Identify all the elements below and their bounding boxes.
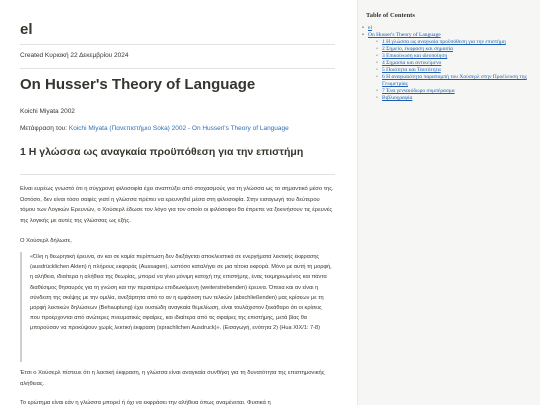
toc-subitem [382, 67, 540, 74]
toc-subitem [382, 46, 540, 53]
toc-link-section-5[interactable]: 5 Ποιότητα και Ταυτότητα [382, 67, 441, 73]
toc-link-section-4[interactable]: 4 Σημασία και αντικείμενο [382, 60, 442, 66]
toc-link-document[interactable]: On Husser's Theory of Language [368, 32, 441, 38]
main-content [20, 0, 335, 405]
paragraph: Ο Χούσερλ δήλωσε, [20, 238, 72, 244]
toc-subitem [382, 60, 540, 67]
paragraph: Έτσι ο Χούσερλ πίστευε ότι η λεκτική έκφραση, η γλώσσα είναι αναγκαία συνθήκη για τη δυνατότητα της επιστημονικής αλήθειας. [20, 370, 325, 387]
toc-list [368, 25, 540, 102]
page-title: el [20, 21, 33, 38]
title-divider [20, 44, 335, 45]
created-divider [20, 68, 335, 69]
toc-subitem [382, 53, 540, 60]
translation-link[interactable]: Koichi Miyata (Πανεπιστήμιο Soka) 2002 - On Husserl's Theory of Language [68, 125, 289, 132]
section-divider [20, 174, 335, 175]
toc-link-section-2[interactable]: 2 Σημείο, έκφραση και σημασία [382, 46, 453, 52]
toc-subitem [382, 95, 540, 102]
author-line: Koichi Miyata 2002 [20, 108, 75, 115]
toc-link-bibliography[interactable]: Βιβλιογραφία [382, 95, 413, 101]
toc-link-section-1[interactable]: 1 Η γλώσσα ως αναγκαία προϋπόθεση για την επιστήμη [382, 39, 506, 45]
toc-sidebar [357, 0, 540, 405]
toc-subitem [382, 39, 540, 46]
translation-prefix: Μετάφραση του: [20, 125, 69, 132]
toc-item [368, 25, 540, 32]
toc-link-section-7[interactable]: 7 Ένα γενναιόδωρο συμπέρασμα [382, 88, 455, 94]
toc-subitem [382, 88, 540, 95]
toc-subitem [382, 74, 540, 88]
translation-line [20, 125, 289, 132]
created-date: Created Κυριακή 22 Δεκεμβρίου 2024 [20, 52, 129, 59]
section-heading: 1 Η γλώσσα ως αναγκαία προϋπόθεση για την επιστήμη [20, 146, 304, 158]
toc-link-section-6[interactable]: 6 Η αναγκαιότητα παραπομπή του Χούσερλ στην Προέλευση της Γεωμετρίας [382, 74, 527, 87]
toc-link-page[interactable]: el [368, 25, 372, 31]
document-title: On Husser's Theory of Language [20, 76, 256, 93]
toc-title: Table of Contents [366, 12, 415, 19]
paragraph: Το ερώτημα είναι εάν η γλώσσα μπορεί ή όχι να εκφράσει την αλήθεια όπως αναμένεται. Φυσικά η [20, 400, 271, 405]
toc-item [368, 32, 540, 102]
paragraph: Είναι ευρέως γνωστό ότι η σύγχρονη φιλοσοφία έχει αναπτύξει από στοχασμούς για τη γλώσσα ως το σημαντικό μέσο της. Ωστόσο, δεν είναι τόσο σαφές γιατί η γλώσσα πρέπει να ερευνηθεί μέσα στη φιλοσοφία. Στην εισαγωγή του δεύτερου τόμου των Λογικών Ερευνών, ο Χούσερλ έδωσε τον λόγο για τον οποίο οι φιλόσοφοι θα έπρεπε να ξεκινήσουν τις έρευνές της λογικής με αυτές της γλώσσας ως εξής. [20, 186, 334, 224]
toc-link-section-3[interactable]: 3 Επικοίνωση και ιδεοποίηση [382, 53, 448, 59]
blockquote: «Όλη η θεωρητική έρευνα, αν και σε καμία περίπτωση δεν διεξάγεται αποκλειστικά σε ενεργήματα λεκτικής έκφρασης (ausdrücklichen Akten) ή πλήρους εκφοράς (Aussagen), ωστόσο καταλήγει σε μια τέτοια εκφορά. Μόνο με αυτή τη μορφή, η αλήθεια, ιδιαίτερα η αλήθεια της θεωρίας, μπορεί να γίνει μόνιμη κατοχή της επιστήμης, ένας τεκμηριωμένος και πάντα διαθέσιμος θησαυρός για τη γνώση και την περαιτέρω επιδιωκόμενη (weiterstrebenden) έρευνα. Όποια και αν είναι η σύνδεση της σκέψης με την ομιλία, ανεξάρτητα από το αν η εμφάνιση των τελικών (abschließenden) μας κρίσεων με τη μορφή λεκτικών δηλώσεων (Behauptung) έχει ουσιώδη αναγκαία θεμελίωση, είναι τουλάχιστον ξεκάθαρο ότι οι κρίσεις που προέρχονται από ανώτερες πνευματικές σφαίρες, και ιδιαίτερα από τις σφαίρες της επιστήμης, μετά βίας θα μπορούσαν να προκύψουν χωρίς λεκτική έκφραση (sprachlichen Ausdruck)». (Εισαγωγή, ενότητα 2) (Hua XIX/1: 7-8) [20, 252, 333, 362]
